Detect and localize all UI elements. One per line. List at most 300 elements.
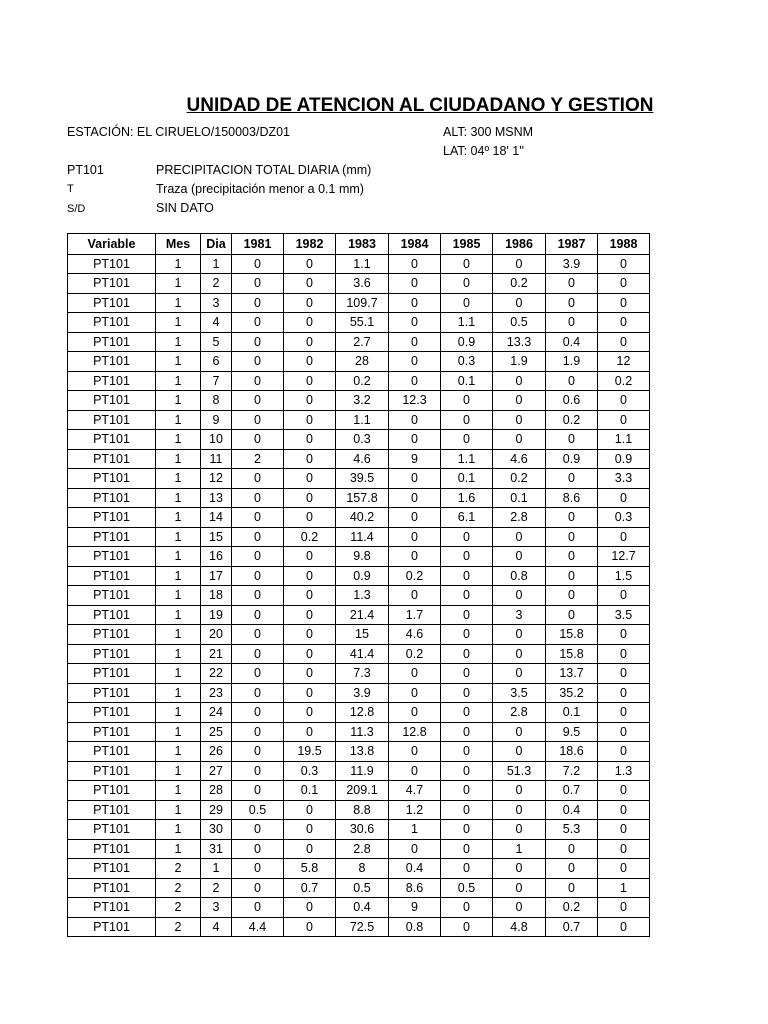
table-cell: 4.7 xyxy=(389,781,441,801)
table-cell: 0.2 xyxy=(493,469,546,489)
table-cell: 0 xyxy=(546,508,598,528)
table-cell: PT101 xyxy=(68,820,156,840)
table-cell: 18 xyxy=(201,586,232,606)
table-cell: 0.1 xyxy=(284,781,336,801)
table-cell: 0 xyxy=(441,683,493,703)
table-cell: 0 xyxy=(546,859,598,879)
table-cell: 1 xyxy=(156,371,201,391)
table-cell: PT101 xyxy=(68,430,156,450)
table-cell: 0 xyxy=(441,839,493,859)
table-row xyxy=(68,800,650,820)
table-cell: PT101 xyxy=(68,410,156,430)
table-row xyxy=(68,410,650,430)
table-row xyxy=(68,644,650,664)
table-cell: 0.1 xyxy=(441,469,493,489)
table-cell: 0.8 xyxy=(493,566,546,586)
table-cell: 0 xyxy=(493,742,546,762)
legend-desc-pt101: PRECIPITACION TOTAL DIARIA (mm) xyxy=(156,163,372,177)
table-cell: 0 xyxy=(284,566,336,586)
table-cell: 0 xyxy=(284,371,336,391)
table-cell: 1 xyxy=(156,332,201,352)
legend-code-sd: S/D xyxy=(67,203,86,215)
table-cell: 0 xyxy=(493,430,546,450)
table-cell: 0 xyxy=(284,800,336,820)
table-cell: 3.2 xyxy=(336,391,389,411)
table-cell: 0 xyxy=(441,391,493,411)
table-cell: 0 xyxy=(389,371,441,391)
table-cell: PT101 xyxy=(68,527,156,547)
table-cell: 0 xyxy=(441,547,493,567)
table-cell: 0 xyxy=(441,761,493,781)
table-cell: 0 xyxy=(598,313,650,333)
table-cell: 0 xyxy=(232,820,284,840)
table-cell: 9.5 xyxy=(546,722,598,742)
table-cell: 0 xyxy=(284,410,336,430)
table-cell: 0 xyxy=(284,586,336,606)
table-cell: 1 xyxy=(156,254,201,274)
table-cell: PT101 xyxy=(68,664,156,684)
table-cell: 0 xyxy=(598,274,650,294)
table-cell: 1 xyxy=(156,761,201,781)
table-cell: 13.3 xyxy=(493,332,546,352)
table-cell: 26 xyxy=(201,742,232,762)
table-cell: 51.3 xyxy=(493,761,546,781)
table-cell: 1 xyxy=(201,254,232,274)
table-cell: 0.3 xyxy=(441,352,493,372)
table-cell: 0 xyxy=(546,878,598,898)
table-cell: 0 xyxy=(232,430,284,450)
table-cell: 0.2 xyxy=(493,274,546,294)
table-cell: 0 xyxy=(598,488,650,508)
table-cell: 8 xyxy=(336,859,389,879)
table-cell: 3.9 xyxy=(336,683,389,703)
table-cell: PT101 xyxy=(68,352,156,372)
table-cell: 157.8 xyxy=(336,488,389,508)
table-row xyxy=(68,859,650,879)
table-cell: 0 xyxy=(232,274,284,294)
table-row xyxy=(68,742,650,762)
table-cell: 0 xyxy=(441,605,493,625)
table-cell: PT101 xyxy=(68,332,156,352)
table-cell: PT101 xyxy=(68,898,156,918)
table-cell: 0 xyxy=(284,430,336,450)
station-info: ESTACIÓN: EL CIRUELO/150003/DZ01 xyxy=(67,125,291,139)
table-cell: 39.5 xyxy=(336,469,389,489)
legend-code-t: T xyxy=(67,183,74,195)
table-cell: 0 xyxy=(284,703,336,723)
table-cell: 0.4 xyxy=(389,859,441,879)
table-cell: 3.6 xyxy=(336,274,389,294)
altitude-info: ALT: 300 MSNM xyxy=(443,125,534,139)
table-cell: 0 xyxy=(441,781,493,801)
table-cell: 0.9 xyxy=(598,449,650,469)
table-cell: 0 xyxy=(441,742,493,762)
column-header: 1982 xyxy=(284,234,336,255)
table-cell: 55.1 xyxy=(336,313,389,333)
table-cell: 0 xyxy=(546,293,598,313)
table-cell: 1 xyxy=(201,859,232,879)
table-cell: 0 xyxy=(441,664,493,684)
table-cell: 25 xyxy=(201,722,232,742)
table-cell: 0 xyxy=(232,332,284,352)
table-cell: 0 xyxy=(546,371,598,391)
table-cell: 0 xyxy=(598,410,650,430)
table-cell: 10 xyxy=(201,430,232,450)
table-cell: 0 xyxy=(546,566,598,586)
table-cell: 0 xyxy=(598,859,650,879)
table-cell: 19 xyxy=(201,605,232,625)
table-cell: 0 xyxy=(284,488,336,508)
table-cell: 0 xyxy=(284,898,336,918)
table-cell: 0 xyxy=(232,488,284,508)
table-cell: 0 xyxy=(389,664,441,684)
table-cell: 13.7 xyxy=(546,664,598,684)
table-cell: 0 xyxy=(232,352,284,372)
table-row xyxy=(68,332,650,352)
table-cell: 3.9 xyxy=(546,254,598,274)
table-cell: 0 xyxy=(493,586,546,606)
table-row xyxy=(68,293,650,313)
table-cell: 0 xyxy=(493,644,546,664)
table-cell: 0.8 xyxy=(389,917,441,937)
table-cell: 0 xyxy=(232,839,284,859)
table-cell: 3.5 xyxy=(598,605,650,625)
table-cell: 1 xyxy=(156,469,201,489)
legend-code-pt101: PT101 xyxy=(67,163,104,177)
table-cell: 0 xyxy=(441,254,493,274)
table-cell: 8.8 xyxy=(336,800,389,820)
table-cell: 15.8 xyxy=(546,644,598,664)
table-cell: 0 xyxy=(232,859,284,879)
table-cell: 1 xyxy=(156,566,201,586)
table-cell: 12.7 xyxy=(598,547,650,567)
table-cell: 1 xyxy=(156,274,201,294)
table-cell: 0 xyxy=(441,527,493,547)
table-cell: 0 xyxy=(232,878,284,898)
table-cell: 0 xyxy=(232,566,284,586)
table-cell: PT101 xyxy=(68,566,156,586)
table-cell: 0 xyxy=(232,781,284,801)
table-cell: 0 xyxy=(598,664,650,684)
table-cell: 0 xyxy=(284,839,336,859)
table-cell: 23 xyxy=(201,683,232,703)
table-cell: 7 xyxy=(201,371,232,391)
table-cell: 0.5 xyxy=(232,800,284,820)
table-cell: 1.6 xyxy=(441,488,493,508)
table-cell: 0.3 xyxy=(336,430,389,450)
table-cell: 1 xyxy=(156,449,201,469)
table-cell: 0 xyxy=(441,566,493,586)
table-cell: 21.4 xyxy=(336,605,389,625)
table-cell: 0.4 xyxy=(336,898,389,918)
table-cell: 0 xyxy=(598,800,650,820)
table-cell: 3 xyxy=(201,293,232,313)
table-header-row xyxy=(68,234,650,255)
table-cell: PT101 xyxy=(68,625,156,645)
table-cell: 11.9 xyxy=(336,761,389,781)
table-cell: 1.9 xyxy=(493,352,546,372)
table-cell: 1 xyxy=(156,605,201,625)
table-row xyxy=(68,625,650,645)
table-cell: 11.4 xyxy=(336,527,389,547)
table-cell: 12.3 xyxy=(389,391,441,411)
table-cell: 0.7 xyxy=(546,917,598,937)
column-header: Variable xyxy=(68,234,156,255)
table-cell: PT101 xyxy=(68,800,156,820)
table-cell: 0 xyxy=(598,917,650,937)
table-cell: 0 xyxy=(284,293,336,313)
table-cell: 1 xyxy=(156,625,201,645)
table-cell: 0.1 xyxy=(493,488,546,508)
table-row xyxy=(68,664,650,684)
table-cell: 0 xyxy=(546,605,598,625)
table-cell: 9.8 xyxy=(336,547,389,567)
table-cell: 0 xyxy=(441,430,493,450)
table-cell: 0 xyxy=(389,703,441,723)
table-row xyxy=(68,391,650,411)
table-cell: PT101 xyxy=(68,859,156,879)
table-cell: 21 xyxy=(201,644,232,664)
table-cell: 0 xyxy=(232,586,284,606)
table-cell: 1.1 xyxy=(598,430,650,450)
table-cell: 0.7 xyxy=(546,781,598,801)
table-cell: 2 xyxy=(156,917,201,937)
table-row xyxy=(68,761,650,781)
table-cell: 6.1 xyxy=(441,508,493,528)
table-cell: 3.3 xyxy=(598,469,650,489)
table-cell: 0.2 xyxy=(336,371,389,391)
table-cell: 0 xyxy=(284,449,336,469)
table-cell: 2 xyxy=(156,898,201,918)
table-cell: 0 xyxy=(546,274,598,294)
table-cell: 9 xyxy=(389,898,441,918)
table-cell: 0 xyxy=(441,625,493,645)
table-cell: 0 xyxy=(389,761,441,781)
table-row xyxy=(68,839,650,859)
table-cell: 2 xyxy=(232,449,284,469)
table-cell: 0 xyxy=(546,527,598,547)
table-cell: 209.1 xyxy=(336,781,389,801)
table-cell: 1.2 xyxy=(389,800,441,820)
table-cell: 4 xyxy=(201,917,232,937)
table-cell: 1.3 xyxy=(336,586,389,606)
table-cell: 2 xyxy=(156,859,201,879)
table-cell: 12.8 xyxy=(336,703,389,723)
table-cell: 15 xyxy=(336,625,389,645)
table-row xyxy=(68,352,650,372)
table-cell: 4.6 xyxy=(389,625,441,645)
column-header: Dia xyxy=(201,234,232,255)
table-cell: 1 xyxy=(156,508,201,528)
table-cell: 0 xyxy=(232,742,284,762)
table-cell: 0 xyxy=(389,586,441,606)
table-cell: 0 xyxy=(441,820,493,840)
table-cell: 0 xyxy=(284,683,336,703)
table-cell: PT101 xyxy=(68,839,156,859)
table-row xyxy=(68,586,650,606)
table-cell: 28 xyxy=(336,352,389,372)
table-cell: 0 xyxy=(493,781,546,801)
table-cell: 0 xyxy=(389,488,441,508)
table-cell: 0 xyxy=(493,898,546,918)
table-cell: 0.2 xyxy=(598,371,650,391)
table-cell: 11 xyxy=(201,449,232,469)
table-row xyxy=(68,878,650,898)
page-title: UNIDAD DE ATENCION AL CIUDADANO Y GESTION xyxy=(186,95,654,116)
table-cell: 12.8 xyxy=(389,722,441,742)
table-row xyxy=(68,605,650,625)
table-cell: 1 xyxy=(156,820,201,840)
table-cell: 0.4 xyxy=(546,800,598,820)
table-cell: PT101 xyxy=(68,547,156,567)
table-cell: 0 xyxy=(389,410,441,430)
table-cell: PT101 xyxy=(68,761,156,781)
table-cell: 4.6 xyxy=(493,449,546,469)
table-cell: 1 xyxy=(156,800,201,820)
table-cell: 2.8 xyxy=(493,508,546,528)
table-row xyxy=(68,313,650,333)
table-cell: 1.5 xyxy=(598,566,650,586)
table-cell: 0 xyxy=(284,664,336,684)
table-cell: 1 xyxy=(156,781,201,801)
table-cell: 1 xyxy=(156,293,201,313)
table-cell: 0 xyxy=(598,254,650,274)
column-header: 1984 xyxy=(389,234,441,255)
table-cell: 41.4 xyxy=(336,644,389,664)
table-cell: 0 xyxy=(389,839,441,859)
table-cell: 0 xyxy=(284,313,336,333)
table-cell: PT101 xyxy=(68,722,156,742)
table-cell: 5.3 xyxy=(546,820,598,840)
table-cell: PT101 xyxy=(68,293,156,313)
table-cell: 0 xyxy=(232,761,284,781)
table-cell: 13.8 xyxy=(336,742,389,762)
table-cell: 0 xyxy=(389,352,441,372)
table-cell: 0 xyxy=(284,254,336,274)
table-cell: 12 xyxy=(201,469,232,489)
table-cell: 5 xyxy=(201,332,232,352)
table-cell: 4 xyxy=(201,313,232,333)
table-cell: 0.5 xyxy=(493,313,546,333)
table-cell: 24 xyxy=(201,703,232,723)
table-cell: 72.5 xyxy=(336,917,389,937)
table-cell: 0 xyxy=(441,800,493,820)
table-cell: 0 xyxy=(598,898,650,918)
legend-desc-sd: SIN DATO xyxy=(156,201,214,215)
table-cell: 0 xyxy=(598,683,650,703)
table-cell: 0 xyxy=(232,664,284,684)
table-cell: PT101 xyxy=(68,274,156,294)
table-cell: 1 xyxy=(156,352,201,372)
table-cell: 0 xyxy=(546,586,598,606)
table-cell: 1 xyxy=(156,683,201,703)
table-cell: 0 xyxy=(389,332,441,352)
table-cell: 0.6 xyxy=(546,391,598,411)
table-cell: 0.1 xyxy=(441,371,493,391)
column-header: 1985 xyxy=(441,234,493,255)
table-row xyxy=(68,547,650,567)
table-cell: 0 xyxy=(232,703,284,723)
table-cell: 2.7 xyxy=(336,332,389,352)
table-cell: 0.9 xyxy=(336,566,389,586)
table-cell: 0 xyxy=(441,410,493,430)
table-cell: 0 xyxy=(232,391,284,411)
table-cell: 0 xyxy=(493,859,546,879)
table-row xyxy=(68,566,650,586)
table-cell: 0 xyxy=(232,547,284,567)
table-row xyxy=(68,527,650,547)
table-cell: 0 xyxy=(284,332,336,352)
table-cell: PT101 xyxy=(68,254,156,274)
table-cell: 1 xyxy=(156,742,201,762)
table-cell: 0.7 xyxy=(284,878,336,898)
table-cell: PT101 xyxy=(68,449,156,469)
table-cell: 1 xyxy=(156,430,201,450)
table-cell: 0 xyxy=(441,898,493,918)
table-cell: 0 xyxy=(493,664,546,684)
table-cell: 20 xyxy=(201,625,232,645)
table-cell: PT101 xyxy=(68,488,156,508)
table-cell: 0 xyxy=(389,254,441,274)
table-cell: 15.8 xyxy=(546,625,598,645)
table-cell: 2.8 xyxy=(336,839,389,859)
table-cell: PT101 xyxy=(68,313,156,333)
table-cell: 1 xyxy=(493,839,546,859)
table-cell: 17 xyxy=(201,566,232,586)
table-cell: 28 xyxy=(201,781,232,801)
table-cell: 1 xyxy=(156,391,201,411)
table-cell: 0.9 xyxy=(546,449,598,469)
table-cell: 0 xyxy=(598,839,650,859)
table-cell: 1 xyxy=(389,820,441,840)
table-cell: 0 xyxy=(232,293,284,313)
table-cell: PT101 xyxy=(68,742,156,762)
table-cell: 0 xyxy=(441,703,493,723)
table-cell: 0 xyxy=(598,586,650,606)
table-cell: 0 xyxy=(546,313,598,333)
table-cell: 1 xyxy=(156,644,201,664)
table-cell: 1.1 xyxy=(336,254,389,274)
table-cell: 0 xyxy=(441,644,493,664)
table-cell: 0 xyxy=(441,722,493,742)
table-cell: 2.8 xyxy=(493,703,546,723)
table-cell: PT101 xyxy=(68,605,156,625)
table-cell: 0 xyxy=(598,293,650,313)
table-cell: 0 xyxy=(598,722,650,742)
table-row xyxy=(68,898,650,918)
legend-desc-t: Traza (precipitación menor a 0.1 mm) xyxy=(156,182,364,196)
table-cell: 0.5 xyxy=(441,878,493,898)
table-cell: 0 xyxy=(546,839,598,859)
table-cell: 0 xyxy=(389,274,441,294)
table-cell: 0 xyxy=(284,274,336,294)
table-cell: 0 xyxy=(389,508,441,528)
table-cell: 0 xyxy=(284,391,336,411)
table-cell: 9 xyxy=(201,410,232,430)
table-row xyxy=(68,703,650,723)
table-cell: 0 xyxy=(598,644,650,664)
table-cell: 0 xyxy=(284,605,336,625)
table-cell: 16 xyxy=(201,547,232,567)
table-cell: 14 xyxy=(201,508,232,528)
table-cell: PT101 xyxy=(68,878,156,898)
table-cell: 1 xyxy=(156,722,201,742)
table-cell: 0 xyxy=(598,332,650,352)
table-cell: 12 xyxy=(598,352,650,372)
table-row xyxy=(68,371,650,391)
table-cell: 0 xyxy=(232,683,284,703)
table-cell: 2 xyxy=(201,878,232,898)
